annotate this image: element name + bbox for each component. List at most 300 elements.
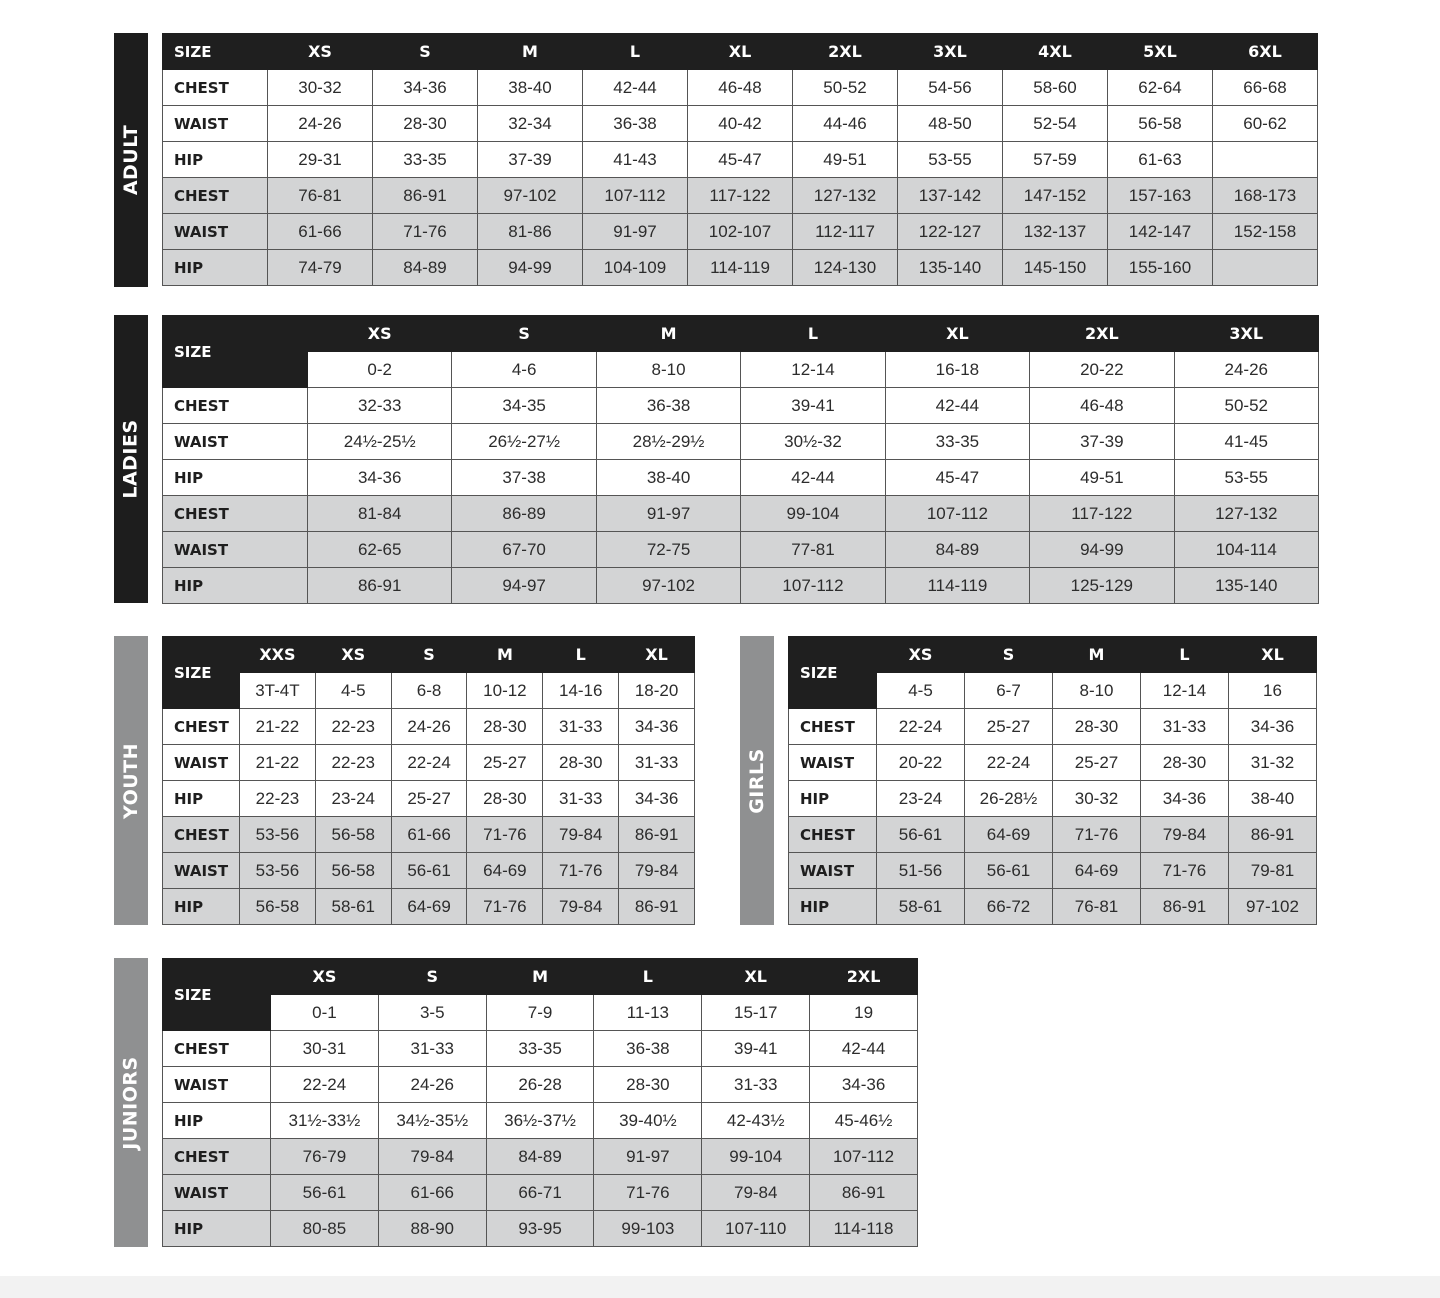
measurement-value: 168-173 xyxy=(1213,178,1318,214)
measurement-value: 25-27 xyxy=(391,781,467,817)
measurement-label: CHEST xyxy=(789,817,877,853)
measurement-value: 33-35 xyxy=(486,1031,594,1067)
measurement-value: 28-30 xyxy=(594,1067,702,1103)
inch-row xyxy=(163,70,1318,106)
measurement-value: 50-52 xyxy=(1174,388,1318,424)
measurement-label: WAIST xyxy=(789,745,877,781)
measurement-label: CHEST xyxy=(163,709,240,745)
measurement-value: 46-48 xyxy=(1030,388,1174,424)
adult-size-table xyxy=(162,33,1318,286)
measurement-value: 122-127 xyxy=(898,214,1003,250)
numeric-size-cell: 8-10 xyxy=(596,352,740,388)
measurement-value: 71-76 xyxy=(543,853,619,889)
girls-size-table xyxy=(788,636,1317,925)
measurement-value: 31-33 xyxy=(378,1031,486,1067)
inch-row xyxy=(163,781,695,817)
measurement-value: 33-35 xyxy=(373,142,478,178)
measurement-value: 21-22 xyxy=(240,745,316,781)
girls-title: GIRLS xyxy=(746,747,768,814)
measurement-value: 155-160 xyxy=(1108,250,1213,286)
measurement-value: 31-33 xyxy=(702,1067,810,1103)
measurement-value: 91-97 xyxy=(594,1139,702,1175)
measurement-value: 58-61 xyxy=(877,889,965,925)
size-header-cell: XS xyxy=(315,637,391,673)
numeric-size-row xyxy=(163,995,918,1031)
measurement-value: 117-122 xyxy=(688,178,793,214)
size-header-cell: XS xyxy=(877,637,965,673)
measurement-value: 25-27 xyxy=(1053,745,1141,781)
measurement-value: 34-36 xyxy=(810,1067,918,1103)
measurement-value: 50-52 xyxy=(793,70,898,106)
size-label-cell: SIZE xyxy=(163,34,268,70)
measurement-value: 107-112 xyxy=(810,1139,918,1175)
measurement-value: 97-102 xyxy=(596,568,740,604)
measurement-label: HIP xyxy=(163,250,268,286)
numeric-size-cell: 8-10 xyxy=(1053,673,1141,709)
measurement-value: 64-69 xyxy=(391,889,467,925)
measurement-value: 39-41 xyxy=(741,388,885,424)
measurement-value: 26½-27½ xyxy=(452,424,596,460)
measurement-value: 31-33 xyxy=(543,709,619,745)
measurement-value: 86-91 xyxy=(810,1175,918,1211)
measurement-value: 62-65 xyxy=(308,532,452,568)
numeric-size-cell: 4-6 xyxy=(452,352,596,388)
measurement-value: 86-91 xyxy=(308,568,452,604)
measurement-value: 38-40 xyxy=(1229,781,1317,817)
measurement-value: 60-62 xyxy=(1213,106,1318,142)
size-header-cell: XS xyxy=(268,34,373,70)
measurement-label: HIP xyxy=(163,781,240,817)
measurement-value: 21-22 xyxy=(240,709,316,745)
measurement-value: 72-75 xyxy=(596,532,740,568)
size-header-cell: M xyxy=(478,34,583,70)
numeric-size-row xyxy=(163,352,1319,388)
ladies-title: LADIES xyxy=(120,419,143,499)
measurement-value: 97-102 xyxy=(1229,889,1317,925)
measurement-value: 37-39 xyxy=(1030,424,1174,460)
size-header-cell: S xyxy=(391,637,467,673)
measurement-value: 76-81 xyxy=(1053,889,1141,925)
measurement-value: 23-24 xyxy=(315,781,391,817)
measurement-value: 41-45 xyxy=(1174,424,1318,460)
size-header-cell: 2XL xyxy=(793,34,898,70)
measurement-value: 132-137 xyxy=(1003,214,1108,250)
measurement-value: 86-91 xyxy=(1229,817,1317,853)
measurement-label: HIP xyxy=(163,1103,271,1139)
measurement-value: 74-79 xyxy=(268,250,373,286)
measurement-value: 84-89 xyxy=(486,1139,594,1175)
measurement-value: 22-23 xyxy=(315,745,391,781)
measurement-value: 112-117 xyxy=(793,214,898,250)
measurement-label: HIP xyxy=(163,889,240,925)
cm-row xyxy=(163,250,1318,286)
measurement-value: 36-38 xyxy=(594,1031,702,1067)
juniors-title: JUNIORS xyxy=(120,1055,142,1150)
cm-row xyxy=(789,853,1317,889)
size-header-cell: S xyxy=(373,34,478,70)
measurement-value: 22-23 xyxy=(315,709,391,745)
measurement-value: 42-43½ xyxy=(702,1103,810,1139)
measurement-value: 57-59 xyxy=(1003,142,1108,178)
measurement-value: 71-76 xyxy=(594,1175,702,1211)
header-row xyxy=(789,637,1317,673)
measurement-value: 31-33 xyxy=(619,745,695,781)
measurement-value: 66-72 xyxy=(965,889,1053,925)
size-header-cell: S xyxy=(452,316,596,352)
size-header-cell: 2XL xyxy=(1030,316,1174,352)
numeric-size-cell: 10-12 xyxy=(467,673,543,709)
measurement-label: HIP xyxy=(163,1211,271,1247)
size-label-cell: SIZE xyxy=(789,637,877,709)
measurement-value: 22-23 xyxy=(240,781,316,817)
size-header-cell: XS xyxy=(271,959,379,995)
header-row xyxy=(163,637,695,673)
measurement-value: 125-129 xyxy=(1030,568,1174,604)
measurement-value: 53-56 xyxy=(240,853,316,889)
numeric-size-cell: 4-5 xyxy=(877,673,965,709)
measurement-value: 107-112 xyxy=(583,178,688,214)
size-header-cell: XXS xyxy=(240,637,316,673)
measurement-value: 41-43 xyxy=(583,142,688,178)
measurement-value: 38-40 xyxy=(596,460,740,496)
inch-row xyxy=(163,106,1318,142)
measurement-value: 79-84 xyxy=(619,853,695,889)
measurement-value: 34-36 xyxy=(619,709,695,745)
size-header-cell: XL xyxy=(885,316,1029,352)
measurement-label: HIP xyxy=(789,889,877,925)
measurement-value: 64-69 xyxy=(467,853,543,889)
measurement-value: 71-76 xyxy=(1141,853,1229,889)
measurement-value: 77-81 xyxy=(741,532,885,568)
measurement-label: WAIST xyxy=(163,745,240,781)
measurement-label: HIP xyxy=(163,142,268,178)
measurement-value: 42-44 xyxy=(810,1031,918,1067)
inch-row xyxy=(163,709,695,745)
cm-row xyxy=(163,817,695,853)
page-bottom-bar xyxy=(0,1276,1440,1298)
measurement-label: WAIST xyxy=(163,853,240,889)
measurement-value: 80-85 xyxy=(271,1211,379,1247)
measurement-value: 28-30 xyxy=(373,106,478,142)
measurement-value: 94-99 xyxy=(1030,532,1174,568)
measurement-value: 28-30 xyxy=(467,781,543,817)
measurement-value: 56-61 xyxy=(271,1175,379,1211)
size-header-cell: XL xyxy=(619,637,695,673)
numeric-size-cell: 7-9 xyxy=(486,995,594,1031)
cm-row xyxy=(163,214,1318,250)
measurement-label: WAIST xyxy=(163,1067,271,1103)
measurement-value: 45-47 xyxy=(885,460,1029,496)
measurement-label: CHEST xyxy=(789,709,877,745)
measurement-value: 30-32 xyxy=(268,70,373,106)
measurement-value: 28-30 xyxy=(467,709,543,745)
measurement-value: 51-56 xyxy=(877,853,965,889)
measurement-value: 56-58 xyxy=(315,853,391,889)
measurement-label: CHEST xyxy=(163,388,308,424)
measurement-value: 64-69 xyxy=(1053,853,1141,889)
cm-row xyxy=(163,178,1318,214)
size-label-cell: SIZE xyxy=(163,637,240,709)
measurement-value: 84-89 xyxy=(373,250,478,286)
measurement-value: 30½-32 xyxy=(741,424,885,460)
measurement-value: 28½-29½ xyxy=(596,424,740,460)
measurement-value: 36-38 xyxy=(596,388,740,424)
cm-row xyxy=(163,1211,918,1247)
measurement-label: CHEST xyxy=(163,817,240,853)
cm-row xyxy=(789,889,1317,925)
numeric-size-cell: 12-14 xyxy=(741,352,885,388)
measurement-label: HIP xyxy=(163,460,308,496)
numeric-size-cell: 4-5 xyxy=(315,673,391,709)
measurement-value: 53-56 xyxy=(240,817,316,853)
measurement-value: 36-38 xyxy=(583,106,688,142)
measurement-value: 79-84 xyxy=(378,1139,486,1175)
size-header-cell: L xyxy=(1141,637,1229,673)
measurement-value: 97-102 xyxy=(478,178,583,214)
measurement-value: 22-24 xyxy=(271,1067,379,1103)
measurement-value: 114-119 xyxy=(688,250,793,286)
measurement-value: 86-89 xyxy=(452,496,596,532)
size-header-cell: L xyxy=(594,959,702,995)
cm-row xyxy=(163,889,695,925)
measurement-value: 31½-33½ xyxy=(271,1103,379,1139)
measurement-value: 39-40½ xyxy=(594,1103,702,1139)
measurement-label: HIP xyxy=(163,568,308,604)
adult-side-label xyxy=(114,33,148,287)
measurement-label: CHEST xyxy=(163,178,268,214)
measurement-value: 86-91 xyxy=(373,178,478,214)
size-header-cell: 5XL xyxy=(1108,34,1213,70)
inch-row xyxy=(163,1031,918,1067)
measurement-value: 52-54 xyxy=(1003,106,1108,142)
measurement-value: 142-147 xyxy=(1108,214,1213,250)
measurement-value: 58-61 xyxy=(315,889,391,925)
numeric-size-cell: 18-20 xyxy=(619,673,695,709)
inch-row xyxy=(163,142,1318,178)
measurement-value: 36½-37½ xyxy=(486,1103,594,1139)
measurement-value: 147-152 xyxy=(1003,178,1108,214)
size-label-cell: SIZE xyxy=(163,959,271,1031)
measurement-value: 53-55 xyxy=(898,142,1003,178)
measurement-value: 32-34 xyxy=(478,106,583,142)
inch-row xyxy=(163,424,1319,460)
measurement-value: 79-84 xyxy=(543,889,619,925)
measurement-value: 64-69 xyxy=(965,817,1053,853)
measurement-value: 34-35 xyxy=(452,388,596,424)
measurement-value: 24½-25½ xyxy=(308,424,452,460)
measurement-value xyxy=(1213,250,1318,286)
measurement-value: 38-40 xyxy=(478,70,583,106)
measurement-value: 56-58 xyxy=(240,889,316,925)
inch-row xyxy=(789,709,1317,745)
measurement-value: 104-114 xyxy=(1174,532,1318,568)
numeric-size-cell: 24-26 xyxy=(1174,352,1318,388)
measurement-value: 99-103 xyxy=(594,1211,702,1247)
measurement-value: 66-71 xyxy=(486,1175,594,1211)
header-row xyxy=(163,316,1319,352)
measurement-label: WAIST xyxy=(163,106,268,142)
measurement-value: 24-26 xyxy=(378,1067,486,1103)
numeric-size-cell: 20-22 xyxy=(1030,352,1174,388)
measurement-value xyxy=(1213,142,1318,178)
measurement-value: 32-33 xyxy=(308,388,452,424)
juniors-size-table xyxy=(162,958,918,1247)
measurement-value: 127-132 xyxy=(793,178,898,214)
measurement-value: 135-140 xyxy=(898,250,1003,286)
measurement-value: 29-31 xyxy=(268,142,373,178)
youth-title: YOUTH xyxy=(120,742,142,819)
measurement-value: 49-51 xyxy=(793,142,898,178)
measurement-value: 39-41 xyxy=(702,1031,810,1067)
measurement-value: 25-27 xyxy=(467,745,543,781)
measurement-value: 23-24 xyxy=(877,781,965,817)
measurement-value: 42-44 xyxy=(741,460,885,496)
measurement-label: CHEST xyxy=(163,1031,271,1067)
measurement-value: 22-24 xyxy=(965,745,1053,781)
measurement-value: 127-132 xyxy=(1174,496,1318,532)
measurement-value: 22-24 xyxy=(391,745,467,781)
measurement-value: 84-89 xyxy=(885,532,1029,568)
measurement-value: 30-32 xyxy=(1053,781,1141,817)
measurement-value: 34-36 xyxy=(619,781,695,817)
measurement-value: 40-42 xyxy=(688,106,793,142)
measurement-value: 152-158 xyxy=(1213,214,1318,250)
ladies-size-table xyxy=(162,315,1319,604)
measurement-value: 86-91 xyxy=(619,889,695,925)
measurement-value: 28-30 xyxy=(1141,745,1229,781)
measurement-value: 94-97 xyxy=(452,568,596,604)
measurement-value: 34-36 xyxy=(308,460,452,496)
measurement-value: 42-44 xyxy=(583,70,688,106)
numeric-size-cell: 16-18 xyxy=(885,352,1029,388)
numeric-size-cell: 19 xyxy=(810,995,918,1031)
measurement-value: 88-90 xyxy=(378,1211,486,1247)
measurement-label: WAIST xyxy=(163,214,268,250)
measurement-value: 76-79 xyxy=(271,1139,379,1175)
measurement-value: 91-97 xyxy=(596,496,740,532)
measurement-label: WAIST xyxy=(163,1175,271,1211)
size-header-cell: M xyxy=(596,316,740,352)
size-header-cell: M xyxy=(486,959,594,995)
measurement-value: 37-38 xyxy=(452,460,596,496)
measurement-value: 20-22 xyxy=(877,745,965,781)
header-row xyxy=(163,34,1318,70)
measurement-value: 28-30 xyxy=(1053,709,1141,745)
measurement-value: 31-32 xyxy=(1229,745,1317,781)
measurement-value: 79-84 xyxy=(702,1175,810,1211)
measurement-value: 37-39 xyxy=(478,142,583,178)
measurement-value: 30-31 xyxy=(271,1031,379,1067)
size-header-cell: 6XL xyxy=(1213,34,1318,70)
measurement-value: 94-99 xyxy=(478,250,583,286)
measurement-value: 56-58 xyxy=(315,817,391,853)
measurement-value: 33-35 xyxy=(885,424,1029,460)
measurement-value: 91-97 xyxy=(583,214,688,250)
measurement-label: CHEST xyxy=(163,496,308,532)
size-header-cell: L xyxy=(583,34,688,70)
numeric-size-cell: 12-14 xyxy=(1141,673,1229,709)
measurement-value: 135-140 xyxy=(1174,568,1318,604)
measurement-label: WAIST xyxy=(163,424,308,460)
size-header-cell: 2XL xyxy=(810,959,918,995)
measurement-value: 22-24 xyxy=(877,709,965,745)
measurement-value: 24-26 xyxy=(268,106,373,142)
inch-row xyxy=(163,388,1319,424)
measurement-value: 104-109 xyxy=(583,250,688,286)
girls-side-label xyxy=(740,636,774,925)
measurement-value: 25-27 xyxy=(965,709,1053,745)
measurement-value: 56-58 xyxy=(1108,106,1213,142)
measurement-label: WAIST xyxy=(163,532,308,568)
measurement-value: 34-36 xyxy=(1141,781,1229,817)
cm-row xyxy=(163,496,1319,532)
measurement-value: 76-81 xyxy=(268,178,373,214)
numeric-size-cell: 11-13 xyxy=(594,995,702,1031)
measurement-value: 79-84 xyxy=(543,817,619,853)
measurement-value: 34-36 xyxy=(1229,709,1317,745)
measurement-value: 107-112 xyxy=(885,496,1029,532)
cm-row xyxy=(163,1139,918,1175)
size-header-cell: 3XL xyxy=(1174,316,1318,352)
measurement-value: 58-60 xyxy=(1003,70,1108,106)
size-header-cell: S xyxy=(378,959,486,995)
size-header-cell: M xyxy=(1053,637,1141,673)
measurement-value: 114-118 xyxy=(810,1211,918,1247)
measurement-value: 61-66 xyxy=(268,214,373,250)
inch-row xyxy=(163,1103,918,1139)
size-header-cell: M xyxy=(467,637,543,673)
measurement-value: 61-66 xyxy=(378,1175,486,1211)
size-header-cell: XL xyxy=(688,34,793,70)
numeric-size-cell: 6-8 xyxy=(391,673,467,709)
measurement-value: 86-91 xyxy=(1141,889,1229,925)
adult-title: ADULT xyxy=(120,124,143,196)
measurement-value: 67-70 xyxy=(452,532,596,568)
measurement-value: 102-107 xyxy=(688,214,793,250)
measurement-value: 66-68 xyxy=(1213,70,1318,106)
numeric-size-cell: 0-1 xyxy=(271,995,379,1031)
inch-row xyxy=(163,1067,918,1103)
measurement-value: 157-163 xyxy=(1108,178,1213,214)
size-header-cell: XL xyxy=(702,959,810,995)
measurement-value: 99-104 xyxy=(702,1139,810,1175)
measurement-value: 56-61 xyxy=(965,853,1053,889)
measurement-label: CHEST xyxy=(163,70,268,106)
measurement-value: 62-64 xyxy=(1108,70,1213,106)
numeric-size-cell: 3-5 xyxy=(378,995,486,1031)
measurement-value: 145-150 xyxy=(1003,250,1108,286)
ladies-side-label xyxy=(114,315,148,603)
measurement-value: 31-33 xyxy=(543,781,619,817)
inch-row xyxy=(789,745,1317,781)
measurement-value: 71-76 xyxy=(1053,817,1141,853)
measurement-value: 49-51 xyxy=(1030,460,1174,496)
cm-row xyxy=(163,532,1319,568)
measurement-value: 61-63 xyxy=(1108,142,1213,178)
measurement-value: 34½-35½ xyxy=(378,1103,486,1139)
measurement-value: 61-66 xyxy=(391,817,467,853)
measurement-value: 24-26 xyxy=(391,709,467,745)
measurement-value: 137-142 xyxy=(898,178,1003,214)
measurement-value: 28-30 xyxy=(543,745,619,781)
measurement-value: 99-104 xyxy=(741,496,885,532)
measurement-value: 79-84 xyxy=(1141,817,1229,853)
size-header-cell: S xyxy=(965,637,1053,673)
measurement-value: 53-55 xyxy=(1174,460,1318,496)
measurement-value: 107-112 xyxy=(741,568,885,604)
measurement-value: 42-44 xyxy=(885,388,1029,424)
header-row xyxy=(163,959,918,995)
